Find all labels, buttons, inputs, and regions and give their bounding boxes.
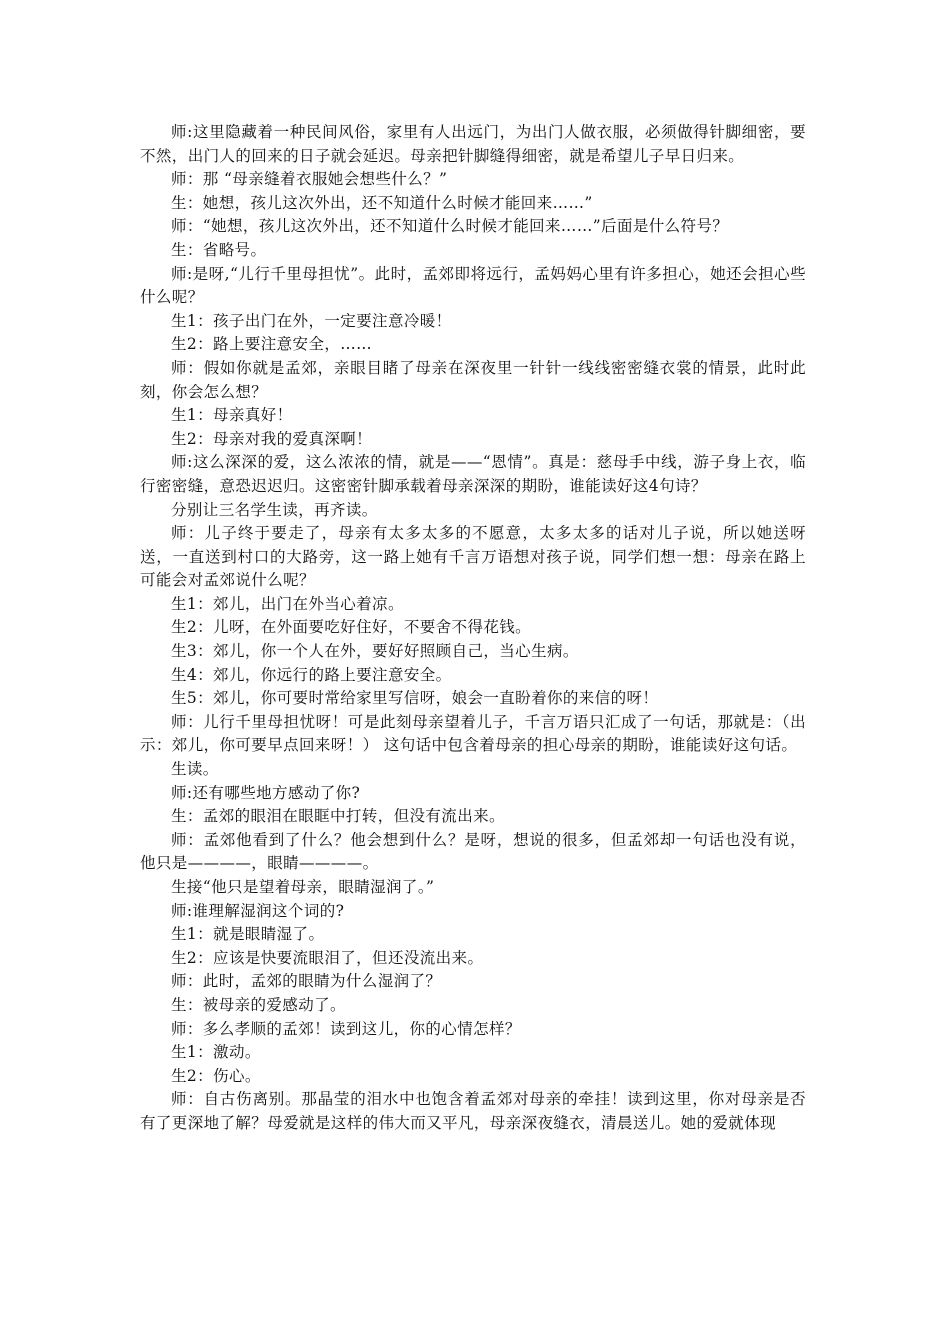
paragraph: 生：省略号。 <box>171 240 267 259</box>
paragraph: 师：孟郊他看到了什么？他会想到什么？是呀，想说的很多，但孟郊却一句话也没有说，他只是————，眼睛————。 <box>140 830 806 873</box>
paragraph: 生5：郊儿，你可要时常给家里写信呀，娘会一直盼着你的来信的呀！ <box>171 689 659 708</box>
paragraph: 生：她想，孩儿这次外出，还不知道什么时候才能回来……” <box>171 193 593 212</box>
paragraph: 师：那 “母亲缝着衣服她会想些什么？” <box>171 170 448 189</box>
paragraph: 师：儿行千里母担忧呀！可是此刻母亲望着儿子，千言万语只汇成了一句话，那就是：（出示：郊儿，你可要早点回来呀！） 这句话中包含着母亲的担心母亲的期盼，谁能读好这句话。 <box>140 712 806 755</box>
paragraph: 生2：伤心。 <box>171 1066 261 1085</box>
paragraph: 师:还有哪些地方感动了你? <box>171 783 361 802</box>
paragraph: 生2：母亲对我的爱真深啊！ <box>171 429 373 448</box>
paragraph: 师：儿子终于要走了，母亲有太多太多的不愿意，太多太多的话对儿子说，所以她送呀送，一直送到村口的大路旁，这一路上她有千言万语想对孩子说，同学们想一想：母亲在路上可能会对孟郊说什么呢？ <box>140 524 806 590</box>
paragraph: 生1：郊儿，出门在外当心着凉。 <box>171 594 404 613</box>
paragraph: 生1：就是眼睛湿了。 <box>171 925 325 944</box>
paragraph: 生1：孩子出门在外，一定要注意冷暖！ <box>171 311 452 330</box>
paragraph: 师：“她想，孩儿这次外出，还不知道什么时候才能回来……”后面是什么符号？ <box>171 217 729 236</box>
paragraph: 师：此时，孟郊的眼睛为什么湿润了？ <box>171 972 442 991</box>
paragraph: 生4：郊儿，你远行的路上要注意安全。 <box>171 665 452 684</box>
paragraph: 生2：路上要注意安全，…… <box>171 335 373 354</box>
paragraph: 师：自古伤离别。那晶莹的泪水中也饱含着孟郊对母亲的牵挂！读到这里，你对母亲是否有了更深地了解？母爱就是这样的伟大而又平凡，母亲深夜缝衣，清晨送儿。她的爱就体现 <box>140 1090 806 1132</box>
paragraph: 生读。 <box>171 760 219 779</box>
paragraph: 生2：应该是快要流眼泪了，但还没流出来。 <box>171 948 484 967</box>
document-body <box>140 121 806 1136</box>
paragraph: 分别让三名学生读，再齐读。 <box>171 500 378 519</box>
paragraph: 生1：激动。 <box>171 1043 261 1062</box>
paragraph: 生：被母亲的爱感动了。 <box>171 995 346 1014</box>
paragraph: 生接“他只是望着母亲，眼睛湿润了。” <box>171 878 435 896</box>
paragraph: 师：多么孝顺的孟郊！读到这儿，你的心情怎样？ <box>171 1019 521 1038</box>
paragraph: 生：孟郊的眼泪在眼眶中打转，但没有流出来。 <box>171 807 505 826</box>
paragraph: 师:这么深深的爱，这么浓浓的情，就是——“恩情”。真是：慈母手中线，游子身上衣，临行密密缝，意恐迟迟归。这密密针脚承载着母亲深深的期盼，谁能读好这4句诗？ <box>140 453 806 495</box>
paragraph: 生3：郊儿，你一个人在外，要好好照顾自己，当心生病。 <box>171 642 579 661</box>
paragraph: 生2：儿呀，在外面要吃好住好，不要舍不得花钱。 <box>171 618 532 637</box>
paragraph: 师:是呀,“儿行千里母担忧”。此时，孟郊即将远行，孟妈妈心里有许多担心，她还会担心些什么呢？ <box>140 264 806 307</box>
paragraph: 师：假如你就是孟郊，亲眼目睹了母亲在深夜里一针针一线线密密缝衣裳的情景，此时此刻，你会怎么想？ <box>140 358 806 401</box>
paragraph: 师:谁理解湿润这个词的? <box>171 901 345 920</box>
paragraph: 师:这里隐藏着一种民间风俗，家里有人出远门，为出门人做衣服，必须做得针脚细密，要不然，出门人的回来的日子就会延迟。母亲把针脚缝得细密，就是希望儿子早日归来。 <box>140 123 806 165</box>
paragraph: 生1：母亲真好！ <box>171 406 293 425</box>
